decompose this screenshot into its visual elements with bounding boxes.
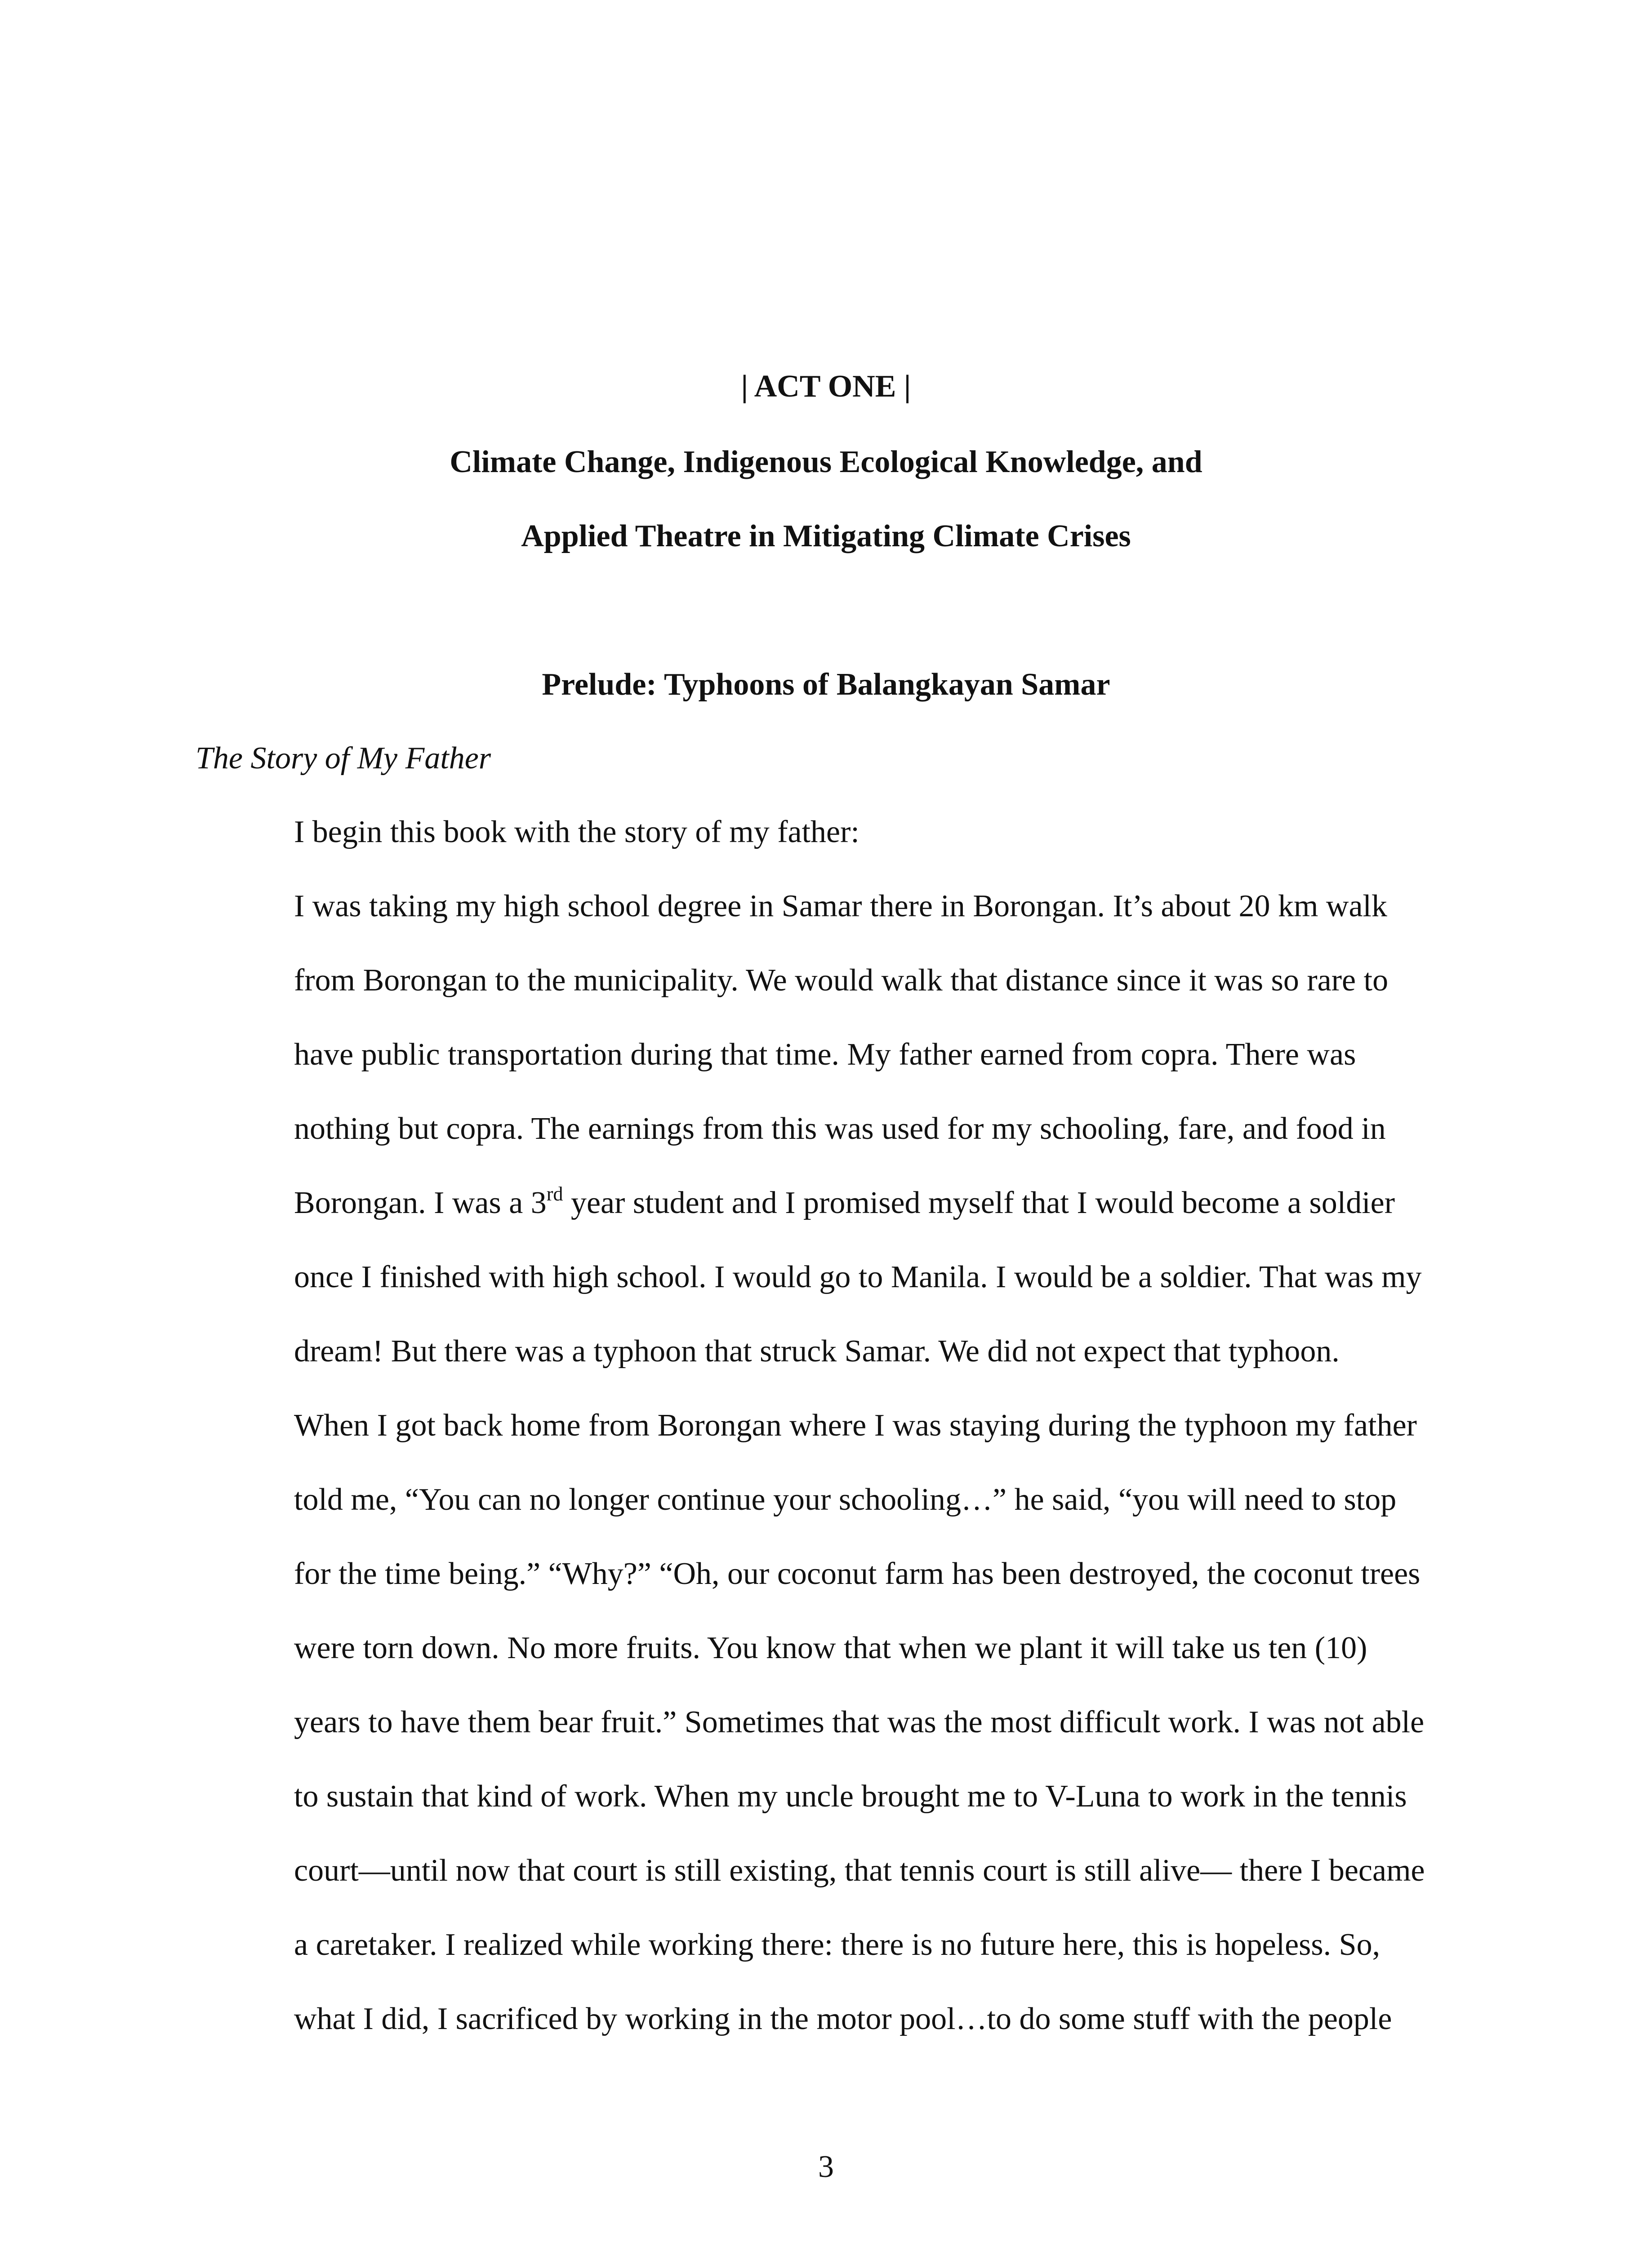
story-line: years to have them bear fruit.” Sometimes that was the most difficult work. I was not able bbox=[294, 1705, 1425, 1740]
chapter-title-line-2: Applied Theatre in Mitigating Climate Crises bbox=[521, 519, 1131, 553]
ordinal-superscript: rd bbox=[546, 1183, 563, 1205]
intro-paragraph: I begin this book with the story of my father: bbox=[294, 815, 859, 849]
section-heading: The Story of My Father bbox=[196, 741, 491, 776]
story-line: nothing but copra. The earnings from this was used for my schooling, fare, and food in bbox=[294, 1111, 1386, 1146]
story-paragraph bbox=[294, 884, 1463, 2071]
chapter-title-line-1: Climate Change, Indigenous Ecological Knowledge, and bbox=[450, 445, 1202, 479]
story-line: once I finished with high school. I would go to Manila. I would be a soldier. That was my bbox=[294, 1260, 1422, 1294]
story-line: to sustain that kind of work. When my uncle brought me to V-Luna to work in the tennis bbox=[294, 1779, 1407, 1814]
story-line: have public transportation during that time. My father earned from copra. There was bbox=[294, 1037, 1356, 1072]
story-line: a caretaker. I realized while working there: there is no future here, this is hopeless. So, bbox=[294, 1927, 1380, 1962]
story-line: court—until now that court is still existing, that tennis court is still alive— there I became bbox=[294, 1853, 1425, 1888]
story-line: were torn down. No more fruits. You know that when we plant it will take us ten (10) bbox=[294, 1631, 1367, 1665]
story-line: told me, “You can no longer continue your schooling…” he said, “you will need to stop bbox=[294, 1482, 1397, 1517]
act-title: | ACT ONE | bbox=[741, 369, 911, 404]
story-line bbox=[294, 1181, 1463, 1255]
story-line: dream! But there was a typhoon that struck Samar. We did not expect that typhoon. bbox=[294, 1334, 1340, 1369]
prelude-title: Prelude: Typhoons of Balangkayan Samar bbox=[542, 667, 1110, 702]
story-line: I was taking my high school degree in Samar there in Borongan. It’s about 20 km walk bbox=[294, 889, 1387, 923]
story-line: for the time being.” “Why?” “Oh, our coconut farm has been destroyed, the coconut trees bbox=[294, 1557, 1420, 1591]
story-line-text: year student and I promised myself that I would become a soldier bbox=[563, 1186, 1395, 1220]
page-number: 3 bbox=[818, 2150, 834, 2184]
story-line: from Borongan to the municipality. We would walk that distance since it was so rare to bbox=[294, 963, 1389, 998]
story-line: When I got back home from Borongan where I was staying during the typhoon my father bbox=[294, 1408, 1417, 1443]
story-line: what I did, I sacrificed by working in the motor pool…to do some stuff with the people bbox=[294, 2002, 1392, 2036]
story-line-text: Borongan. I was a 3 bbox=[294, 1186, 547, 1220]
